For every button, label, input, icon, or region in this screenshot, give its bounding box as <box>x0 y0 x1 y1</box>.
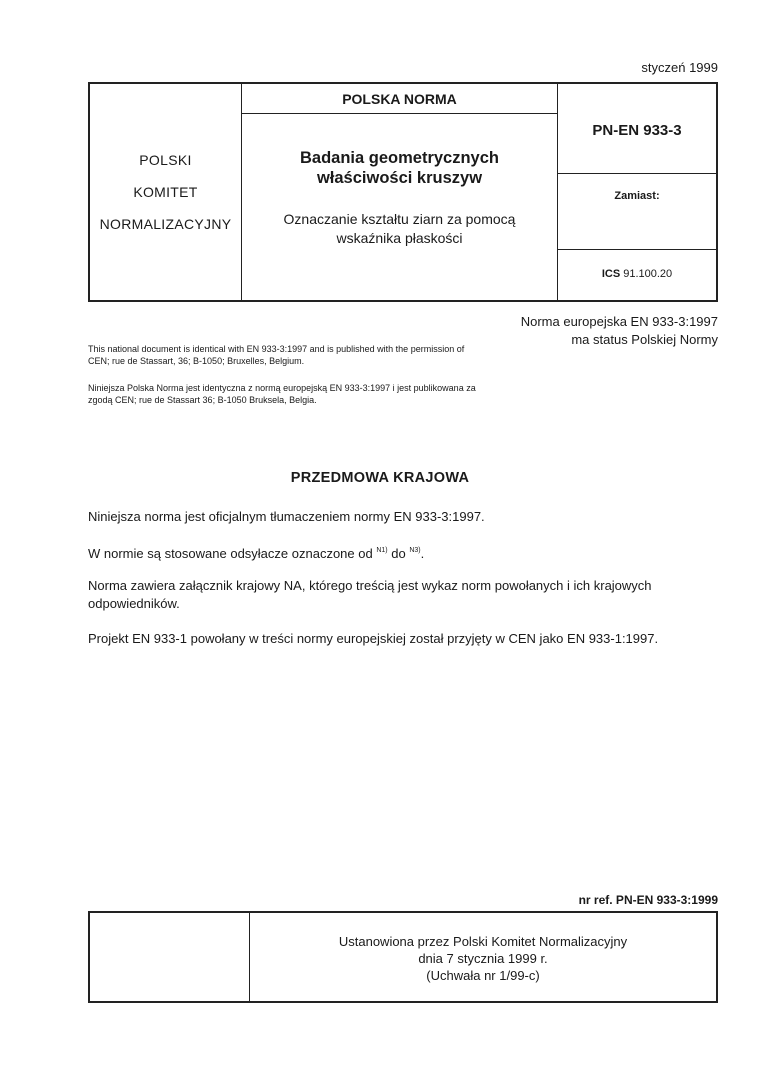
p2-text-before: W normie są stosowane odsyłacze oznaczone od <box>88 546 373 561</box>
approval-empty-cell <box>90 913 250 1001</box>
foreword-paragraph-4: Projekt EN 933-1 powołany w treści normy europejskiej został przyjęty w CEN jako EN 933-1:1997. <box>88 631 659 646</box>
foreword-paragraph-1: Niniejsza norma jest oficjalnym tłumaczeniem normy EN 933-3:1997. <box>88 509 485 524</box>
ics-field <box>558 250 716 300</box>
european-status-line-2: ma status Polskiej Normy <box>571 332 718 347</box>
header-table <box>88 82 718 302</box>
european-status <box>521 313 718 349</box>
norm-label: POLSKA NORMA <box>242 84 557 114</box>
document-date: styczeń 1999 <box>641 60 718 75</box>
main-title-line-2: właściwości kruszyw <box>316 169 483 187</box>
european-status-line-1: Norma europejska EN 933-3:1997 <box>520 314 718 329</box>
main-title-line-1: Badania geometrycznych <box>300 149 499 167</box>
approval-line-3: (Uchwała nr 1/99-c) <box>426 968 540 983</box>
approval-line-2: dnia 7 stycznia 1999 r. <box>418 951 548 966</box>
sub-title-line-2: wskaźnika płaskości <box>336 230 463 246</box>
p2-sup-2: N3) <box>409 547 421 554</box>
main-title <box>242 148 557 188</box>
foreword-paragraph-3: Norma zawiera załącznik krajowy NA, którego treścią jest wykaz norm powołanych i ich krajowych odpowiedników. <box>88 578 652 611</box>
ics-value: 91.100.20 <box>623 268 673 280</box>
committee-line-1: POLSKI <box>139 152 192 168</box>
approval-table <box>88 911 718 1003</box>
reference-number: nr ref. PN-EN 933-3:1999 <box>578 893 718 907</box>
p2-sup-1: N1) <box>376 547 388 554</box>
replaces-label: Zamiast: <box>558 174 716 250</box>
committee-line-3: NORMALIZACYJNY <box>99 216 232 232</box>
approval-line-1: Ustanowiona przez Polski Komitet Normalizacyjny <box>338 934 628 949</box>
title-cell <box>242 84 558 300</box>
notice-english: This national document is identical with EN 933-3:1997 and is published with the permission of CEN; rue de Stassart, 36; B-1050; Bruxelles, Belgium. <box>88 344 465 366</box>
norm-code: PN-EN 933-3 <box>558 84 716 174</box>
sub-title-line-1: Oznaczanie kształtu ziarn za pomocą <box>283 211 516 227</box>
ics-label: ICS <box>601 268 621 280</box>
committee-cell <box>90 84 242 300</box>
code-cell <box>558 84 716 300</box>
foreword-heading: PRZEDMOWA KRAJOWA <box>290 470 470 486</box>
p2-text-after: . <box>420 546 425 561</box>
p2-text-mid: do <box>387 546 410 561</box>
committee-line-2: KOMITET <box>133 184 198 200</box>
notice-polish: Niniejsza Polska Norma jest identyczna z normą europejską EN 933-3:1997 i jest publikowana za zgodą CEN; rue de Stassart 36; B-1050 Bruksela, Belgia. <box>88 383 476 405</box>
foreword-paragraph-2 <box>88 542 720 563</box>
sub-title <box>242 210 557 248</box>
approval-cell <box>250 913 716 1001</box>
